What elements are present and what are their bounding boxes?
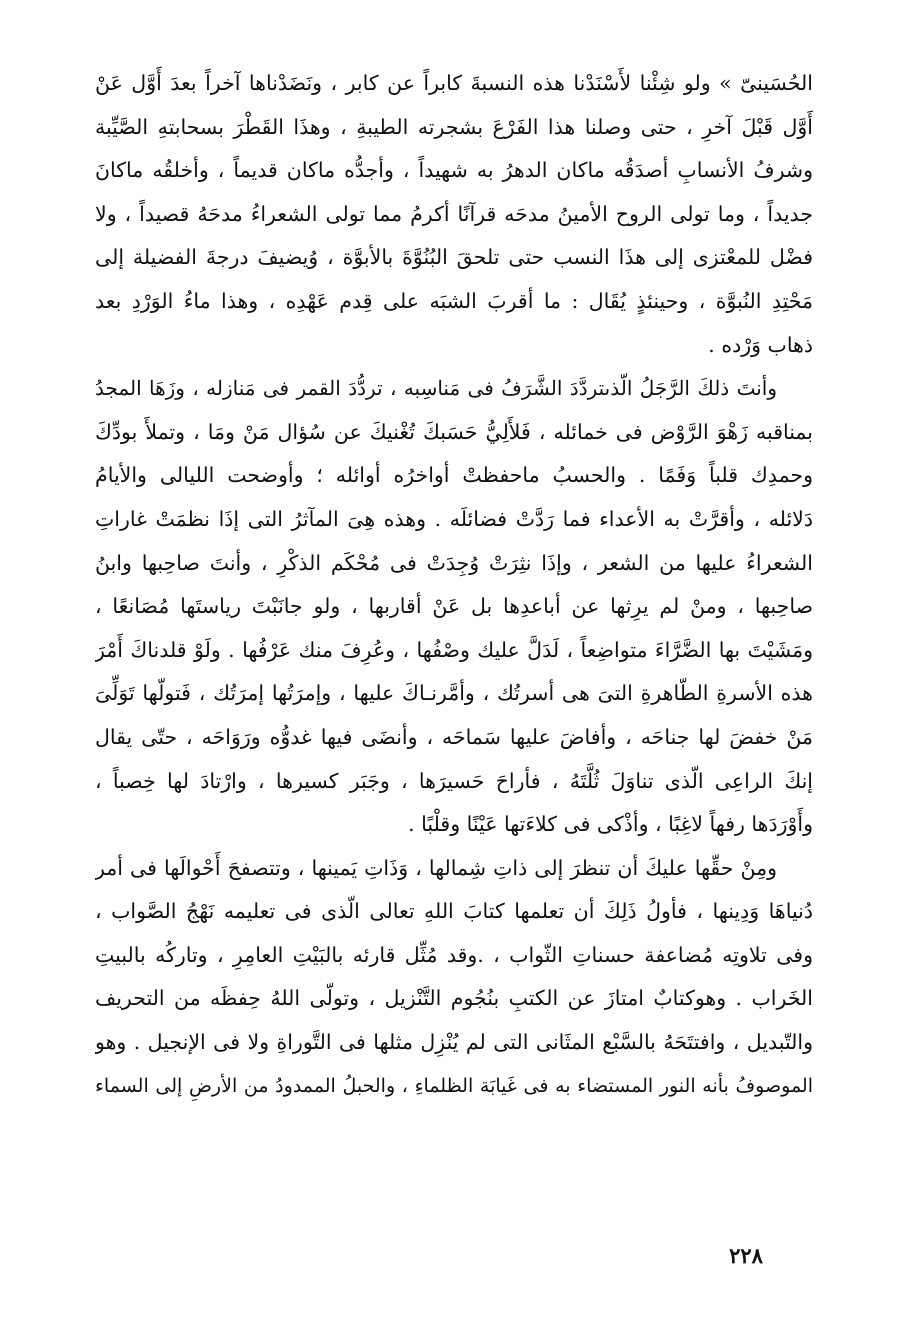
paragraph-2 (95, 367, 813, 847)
text-line: الموصوفُ بأنه النور المستضاء به فى غَيابَة الظلماءِ ، والحبلُ الممدودُ من الأرضِ إلى السماء (95, 1074, 813, 1097)
text-line: فضْل للمعْتزى إلى هذَا النسب حتى تلحقَ البُنُوَّةَ بالأبوَّة ، وُيضيفَ درجةَ الفضيلة إلى (95, 245, 813, 270)
text-line: ومَشَيْتَ بها الضَّرَّاءَ متواضِعاً ، لَدَلَّ عليك وصْفُها ، وعُرِفَ منك عَرْفُها . ولَوْ قلدناكَ أَمْرَ (95, 637, 813, 662)
text-line: صاحِبها ، ومنْ لم يرِثها عن أباعدِها بل عَنْ أقاربها ، ولو جانَبْتَ رياستَها مُصَانعًا ، (95, 594, 813, 619)
text-line: بمناقبه زَهْوَ الرَّوْض فى خمائله ، فَلأَلِيُّ حَسَبكَ تُغْنيكَ عن سُؤال مَنْ ومَا ، وتملأَ بودِّكَ (95, 419, 813, 444)
body-text (95, 62, 813, 1108)
text-line: والتّبديل ، وافتتَحَهُ بالسَّبْع المثَانى التى لم يُنْزِل مثلها فى التَّوراةِ ولا فى الإنجيل . وهو (95, 1030, 813, 1055)
text-line: مَنْ خفضَ لها جناحَه ، وأفاضَ عليها سَماحَه ، وأنضَى فيها غدوُّه ورَوَاحَه ، حتّى يقال (95, 724, 813, 749)
text-line: وشرفُ الأنسابِ أصدَقُه ماكان الدهرُ به شهيداً ، وأجدُّه ماكان قديماً ، وأخلقُه ماكانَ (95, 158, 813, 183)
text-line: هذه الأسرةِ الطّاهرةِ التىَ هى أسرتُك ، وأمَّرنـاكَ عليها ، وإمرَتُها إمرَتُك ، فَتولّها تَوَلِّىَ (95, 681, 813, 706)
text-line: إنكَ الراعِى الّذى تناوَلَ ثُلَّتَهُ ، فأراحَ حَسيرَها ، وجَبَر كسيرها ، وارْتادَ لها خِصباً ، (95, 768, 813, 793)
text-line: دُنياهَا وَدِينها ، فأولُ ذَلِكَ أن تعلمها كتابَ اللهِ تعالى الّذى فى تعليمه نَهْجُ الصَّواب ، (95, 899, 813, 924)
text-line: مَحْتِدِ النُبوَّة ، وحينئذٍ يُقَال : ما أقربَ الشبَه على قِدم عَهْدِه ، وهذا ماءُ الوَرْدِ بعد (95, 288, 813, 313)
paragraph-1 (95, 62, 813, 367)
text-line: وحمدِك قلباً وَفَمًا . والحسبُ ماحفظتْ أواخرُه أوائله ؛ وأوضحت الليالى والأيامُ (95, 463, 813, 488)
text-line: دَلائله ، وأقرَّتْ به الأعداء فما رَدَّتْ فضائلَه . وهذه هِىَ المآثرُ التى إذَا نظمَتْ غاراتِ (95, 506, 813, 531)
text-line: الخَراب . وهوكتابٌ امتازَ عن الكتبِ بنُجُوم التَّنْزيل ، وتولّى اللهُ حِفظَه من التحريف (95, 986, 813, 1011)
text-line: وأنتَ ذلكَ الرَّجَلُ الّذىتردَّدَ الشَّرَفُ فى مَناسِبه ، تردُّدَ القمر فى مَنازله ، وزَهَا المجدُ (95, 376, 778, 401)
page-number: ٢٢٨ (729, 1243, 763, 1268)
text-line: جديداً ، وما تولى الروح الأمينُ مدحَه قرآنًا أكرمُ مما تولى الشعراءُ مدحَهُ قصيداً ، ولا (95, 201, 813, 226)
paragraph-3 (95, 847, 813, 1109)
text-line: ومِنْ حقِّها عليكَ أن تنظرَ إلى ذاتِ شِمالها ، وَذَاتِ يَمينها ، وتتصفحَ أَحْوالَها فى أمر (95, 855, 777, 880)
text-line: الشعراءُ عليها من الشعر ، وإذَا نثِرَتْ وُجِدَتْ فى مُحْكَم الذكْرِ ، وأنتَ صاحِبها وابنُ (95, 550, 813, 575)
text-line: ذهاب وَرْده . (708, 332, 813, 357)
text-line: وأَوْرَدَها رفهاً لاغِبًا ، وأذْكى فى كلاءَتها عَيْنًا وقلْبًا . (408, 812, 813, 837)
text-line: وفى تلاوتِه مُضاعفة حسناتِ الثّواب ، .وقد مُثِّل قارئه بالبَيْتِ العامِرِ ، وتاركُه بالبيتِ (95, 942, 813, 967)
text-line: الحُسَينىّ » ولو شِئْنا لأَسْنَدْنا هذه النسبةَ كابراً عن كابر ، ونَضَدْناها آخراً بعدَ أَوَّل عَنْ (95, 71, 813, 95)
text-line: أَوَّل قَبْلَ آخرِ ، حتى وصلنا هذا الفَرْعَ بشجرته الطيبةِ ، وهذَا القَطْرَ بسحابتهِ الصَّيِّبة (95, 114, 813, 139)
